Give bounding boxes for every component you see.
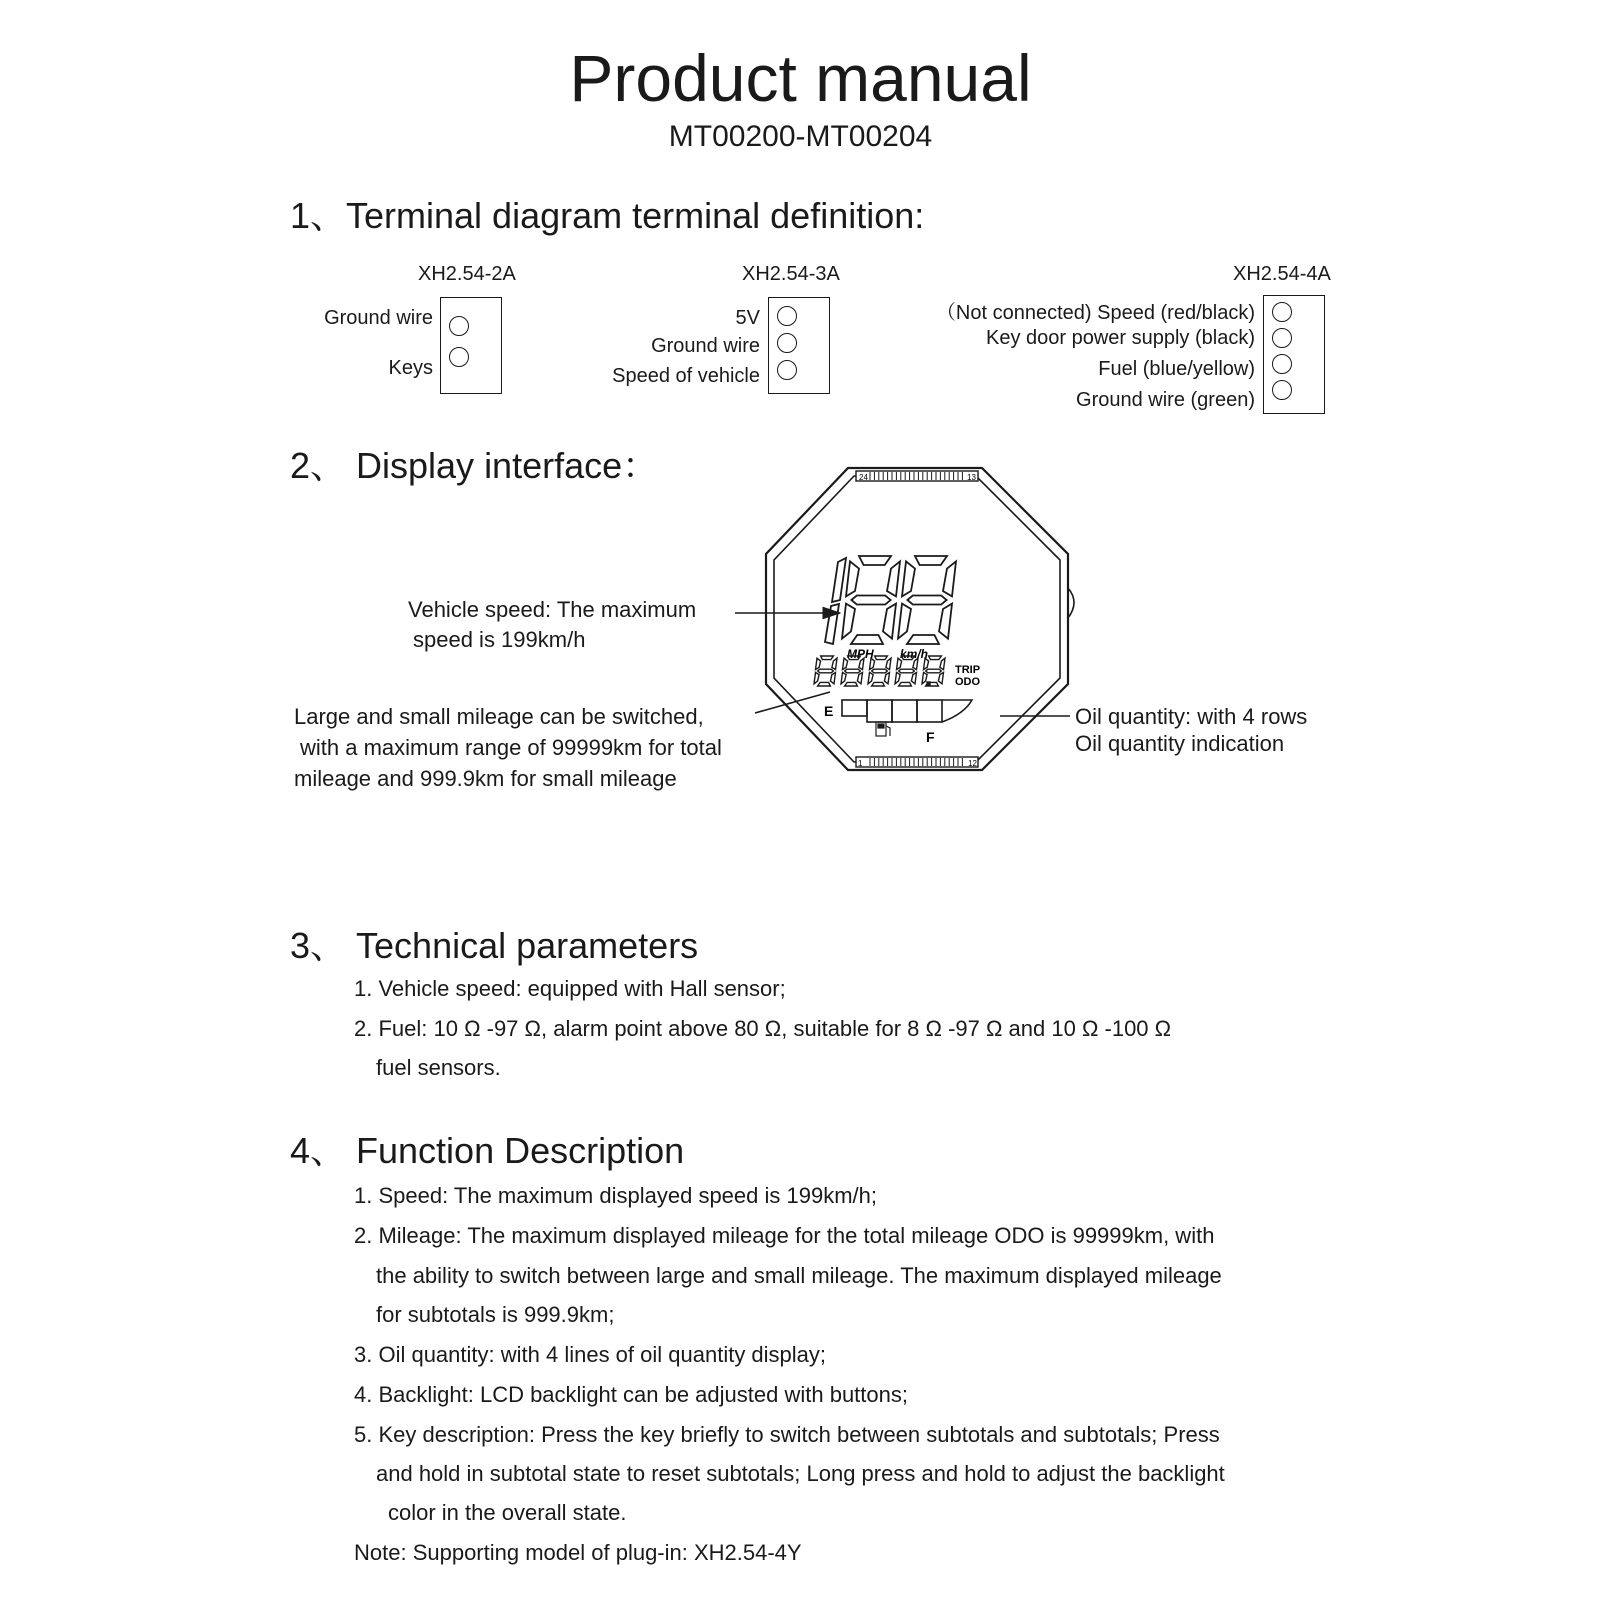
oil-annotation-line2: Oil quantity indication (1075, 731, 1285, 756)
connector-2a-pin-2-label: Keys (388, 357, 433, 379)
connector-3a-pin-2-label: Ground wire (651, 335, 760, 357)
section1-heading: 1、Terminal diagram terminal definition: (290, 195, 925, 236)
lcd-odometer-decimal-point (927, 682, 930, 685)
lcd-odometer-digit-segment (870, 658, 875, 669)
model-range: MT00200-MT00204 (668, 120, 933, 153)
function-item-5-continued-b: color in the overall state. (388, 1500, 627, 1525)
lcd-odometer-digit-segment (924, 658, 929, 669)
lcd-fuel-full-label: F (926, 729, 935, 745)
lcd-odometer-digit-segment (929, 656, 942, 660)
tech-param-item-2-continued: fuel sensors. (376, 1055, 501, 1080)
lcd-odometer-digit-segment (926, 669, 942, 673)
lcd-speed-digit-segment (939, 604, 952, 639)
lcd-odometer-digit-segment (814, 672, 819, 683)
mileage-annotation-line3: mileage and 999.9km for small mileage (294, 766, 677, 791)
mileage-annotation-line1: Large and small mileage can be switched, (294, 704, 704, 729)
speed-annotation-line2: speed is 199km/h (413, 627, 586, 652)
lcd-fuel-segment (842, 700, 867, 716)
lcd-odometer-digits (814, 656, 945, 686)
lcd-odometer-digit-segment (818, 682, 831, 686)
lcd-odometer-digit-segment (875, 656, 888, 660)
connector-3a-pin-3-label: Speed of vehicle (612, 365, 760, 387)
lcd-speed-digit-segment (943, 561, 956, 596)
page-title: Product manual (569, 41, 1032, 115)
lcd-odometer-digit-segment (897, 658, 902, 669)
lcd-odometer-digit-segment (845, 682, 858, 686)
lcd-speed-digit-segment (907, 596, 946, 605)
lcd-speed-digit-segment (907, 635, 939, 644)
lcd-speed-digit-segment (859, 556, 891, 565)
connector-4a-name: XH2.54-4A (1233, 263, 1331, 285)
lcd-odometer-digit-segment (857, 672, 862, 683)
speed-annotation-line1: Vehicle speed: The maximum (408, 597, 697, 622)
lcd-speed-digit-one-segment (825, 604, 839, 644)
mileage-annotation-line2: with a maximum range of 99999km for total (300, 735, 722, 760)
connector-3a-name: XH2.54-3A (742, 263, 840, 285)
function-item-2: 2. Mileage: The maximum displayed mileage for the total mileage ODO is 99999km, with (354, 1223, 1215, 1248)
connector-4a-pin-4-label: Ground wire (green) (1076, 389, 1255, 411)
lcd-fuel-segment-curved (942, 700, 972, 722)
function-item-4: 4. Backlight: LCD backlight can be adjusted with buttons; (354, 1382, 908, 1407)
lcd-display-diagram (750, 460, 1080, 780)
lcd-odometer-digit-segment (884, 672, 889, 683)
lcd-speed-digit-segment (902, 561, 915, 596)
lcd-odometer-digit-segment (868, 672, 873, 683)
lcd-odometer-digit-segment (845, 669, 861, 673)
lcd-trip-label: TRIP (955, 664, 981, 676)
lcd-odometer-digit-segment (911, 672, 916, 683)
lcd-odometer-digit-segment (830, 672, 835, 683)
connector-3a-pin-1-label: 5V (735, 307, 760, 329)
lcd-odometer-digit-segment (895, 672, 900, 683)
lcd-unit-mph: MPH (847, 647, 874, 661)
lcd-fuel-empty-label: E (824, 703, 834, 719)
connector-2a-pin-1-label: Ground wire (324, 307, 433, 329)
lcd-unit-kmh: km/h (900, 647, 929, 661)
section3-heading: 3、 Technical parameters (290, 925, 699, 966)
function-item-2-continued-a: the ability to switch between large and small mileage. The maximum displayed mileage (376, 1263, 1222, 1288)
function-item-5: 5. Key description: Press the key briefly to switch between subtotals and subtotals; Press (354, 1422, 1220, 1447)
lcd-odometer-digit-segment (886, 658, 891, 669)
lcd-speed-digit-segment (883, 604, 896, 639)
connector-4a-pin-3-label: Fuel (blue/yellow) (1098, 358, 1255, 380)
lcd-speed-digit-segment (846, 561, 859, 596)
tech-param-item-2: 2. Fuel: 10 Ω -97 Ω, alarm point above 80 Ω, suitable for 8 Ω -97 Ω and 10 Ω -100 Ω (354, 1016, 1172, 1041)
function-item-2-continued-b: for subtotals is 999.9km; (376, 1302, 615, 1327)
lcd-fuel-bar (842, 700, 972, 722)
lcd-pin-number-top-left: 24 (859, 473, 868, 482)
oil-annotation-line1: Oil quantity: with 4 rows (1075, 704, 1308, 729)
lcd-speed-digit-segment (898, 604, 911, 639)
lcd-odometer-digit-segment (841, 672, 846, 683)
lcd-fuel-segment (892, 700, 917, 722)
plugin-note: Note: Supporting model of plug-in: XH2.54-4Y (354, 1540, 802, 1565)
lcd-speed-digit-one-segment (832, 558, 846, 602)
lcd-speed-digit-segment (887, 561, 900, 596)
lcd-odometer-digit-segment (872, 682, 885, 686)
section4-heading: 4、 Function Description (290, 1130, 685, 1171)
function-item-5-continued-a: and hold in subtotal state to reset subtotals; Long press and hold to adjust the backlight (376, 1461, 1225, 1486)
connector-2a-name: XH2.54-2A (418, 263, 516, 285)
lcd-pin-number-bottom-right: 12 (968, 759, 977, 768)
lcd-fuel-segment (917, 700, 942, 722)
lcd-odo-label: ODO (955, 676, 981, 688)
lcd-pin-number-bottom-left: 1 (858, 759, 863, 768)
connector-4a-pin-2-label: Key door power supply (black) (985, 327, 1255, 349)
lcd-odometer-digit-segment (818, 669, 834, 673)
lcd-speed-digit-segment (851, 635, 883, 644)
tech-param-item-1: 1. Vehicle speed: equipped with Hall sensor; (354, 976, 786, 1001)
connector-4a-pin-1-label: （Not connected) Speed (red/black) (935, 302, 1255, 324)
lcd-outer-frame (766, 468, 1068, 770)
lcd-odometer-digit-segment (938, 672, 943, 683)
lcd-speed-digit-segment (915, 556, 947, 565)
lcd-odometer-digit-segment (832, 658, 837, 669)
lcd-odometer-digit-segment (872, 669, 888, 673)
lcd-speed-digits (825, 556, 956, 644)
lcd-fuel-segment (867, 700, 892, 722)
lcd-pin-number-top-right: 13 (967, 473, 976, 482)
lcd-odometer-digit-segment (899, 669, 915, 673)
lcd-odometer-digit-segment (899, 682, 912, 686)
lcd-odometer-digit-segment (940, 658, 945, 669)
lcd-odometer-digit-segment (843, 658, 848, 669)
lcd-speed-digit-segment (851, 596, 890, 605)
fuel-pump-icon (876, 722, 890, 736)
lcd-speed-digit-segment (842, 604, 855, 639)
section2-heading: 2、 Display interface： (290, 445, 659, 486)
lcd-odometer-digit-segment (821, 656, 834, 660)
function-item-1: 1. Speed: The maximum displayed speed is 199km/h; (354, 1183, 877, 1208)
lcd-odometer-digit-segment (816, 658, 821, 669)
function-item-3: 3. Oil quantity: with 4 lines of oil quantity display; (354, 1342, 827, 1367)
